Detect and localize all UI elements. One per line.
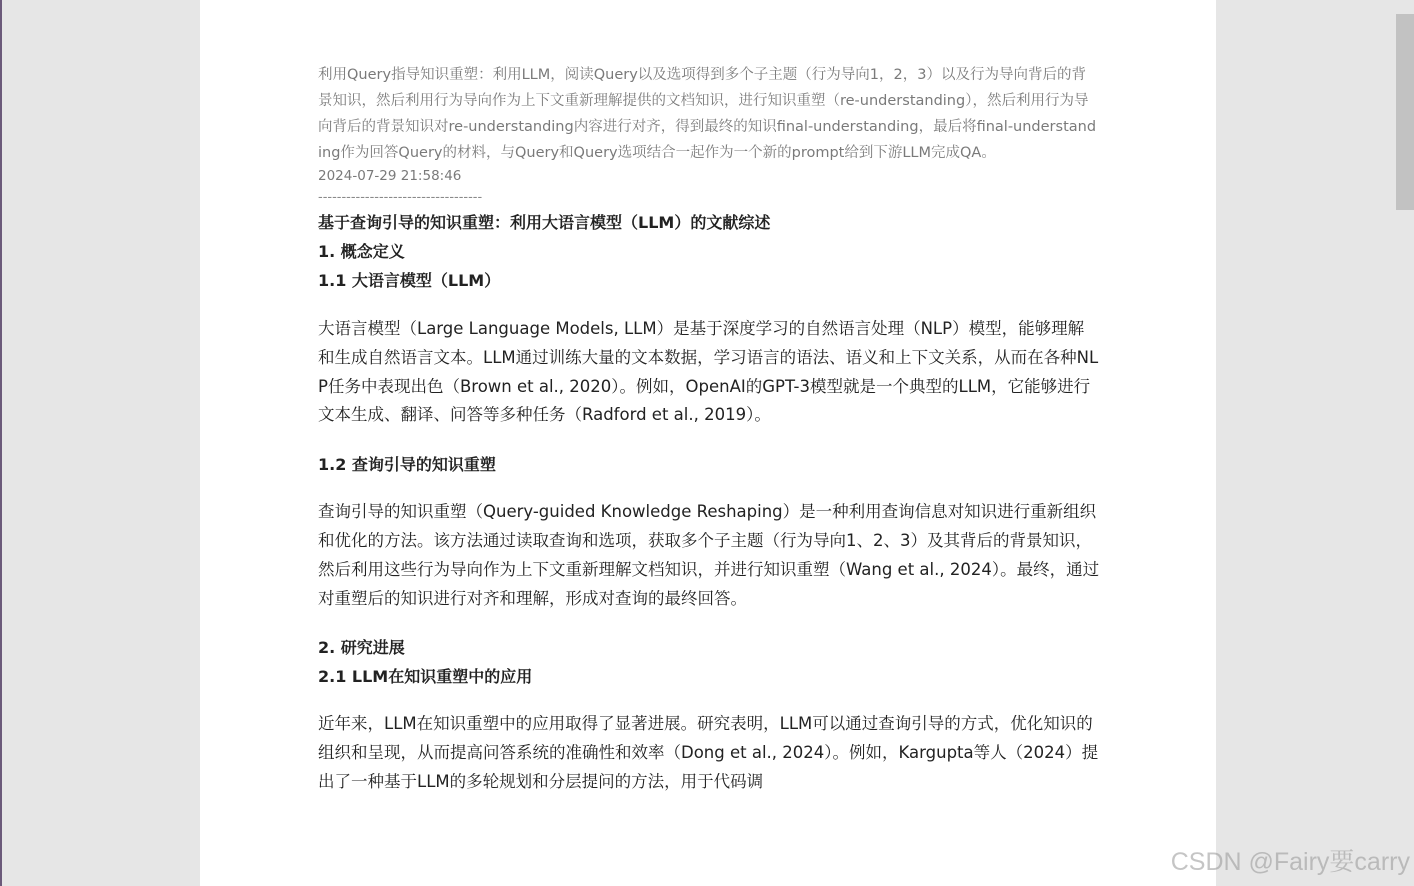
document-title: 基于查询引导的知识重塑：利用大语言模型（LLM）的文献综述 (318, 213, 771, 232)
spacer (318, 295, 1100, 315)
query-instruction-text: 利用Query指导知识重塑：利用LLM，阅读Query以及选项得到多个子主题（行为导向1，2，3）以及行为导向背后的背景知识，然后利用行为导向作为上下文重新理解提供的文档知识，进行知识重塑（re-understanding），然后利用行为导向背后的背景知识对re-understanding内容进行对齐，得到最终的知识final-understanding，最后将final-understanding作为回答Query的材料，与Query和Query选项结合一起作为一个新的prompt给到下游LLM完成QA。 (318, 67, 1097, 161)
spacer (318, 691, 1100, 710)
section-heading-1: 1. 概念定义 (318, 242, 405, 261)
subsection-heading-1-1: 1.1 大语言模型（LLM） (318, 271, 501, 290)
subsection-heading-1-2: 1.2 查询引导的知识重塑 (318, 455, 496, 475)
scrollbar-thumb[interactable] (1396, 14, 1414, 210)
paragraph-llm-definition: 大语言模型（Large Language Models, LLM）是基于深度学习的自然语言处理（NLP）模型，能够理解和生成自然语言文本。LLM通过训练大量的文本数据，学习语言的语法、语义和上下文关系，从而在各种NLP任务中表现出色（Brown et al., 2020）。例如，OpenAI的GPT-3模型就是一个典型的LLM，它能够进行文本生成、翻译、问答等多种任务（Radford et al., 2019）。 (318, 319, 1099, 425)
document-page (200, 0, 1216, 886)
paragraph-query-guided-reshaping: 查询引导的知识重塑（Query-guided Knowledge Reshaping）是一种利用查询信息对知识进行重新组织和优化的方法。该方法通过读取查询和选项，获取多个子主题（行为导向1、2、3）及其背后的背景知识，然后利用这些行为导向作为上下文重新理解文档知识，并进行知识重塑（Wang et al., 2024）。最终，通过对重塑后的知识进行对齐和理解，形成对查询的最终回答。 (318, 502, 1100, 608)
paragraph-llm-reshaping-progress: 近年来，LLM在知识重塑中的应用取得了显著进展。研究表明，LLM可以通过查询引导的方式，优化知识的组织和呈现，从而提高问答系统的准确性和效率（Dong et al., 2024）。例如，Kargupta等人（2024）提出了一种基于LLM的多轮规划和分层提问的方法，用于代码调 (318, 714, 1099, 791)
spacer (318, 613, 1100, 633)
document-content (318, 62, 1100, 797)
section-heading-2: 2. 研究进展 (318, 638, 405, 658)
divider-line: ----------------------------------- (318, 190, 483, 205)
spacer (318, 430, 1100, 450)
timestamp: 2024-07-29 21:58:46 (318, 168, 462, 184)
subsection-heading-2-1: 2.1 LLM在知识重塑中的应用 (318, 667, 533, 687)
csdn-watermark: CSDN @Fairy要carry (1170, 848, 1410, 876)
spacer (318, 479, 1100, 498)
window-left-edge (0, 0, 2, 886)
